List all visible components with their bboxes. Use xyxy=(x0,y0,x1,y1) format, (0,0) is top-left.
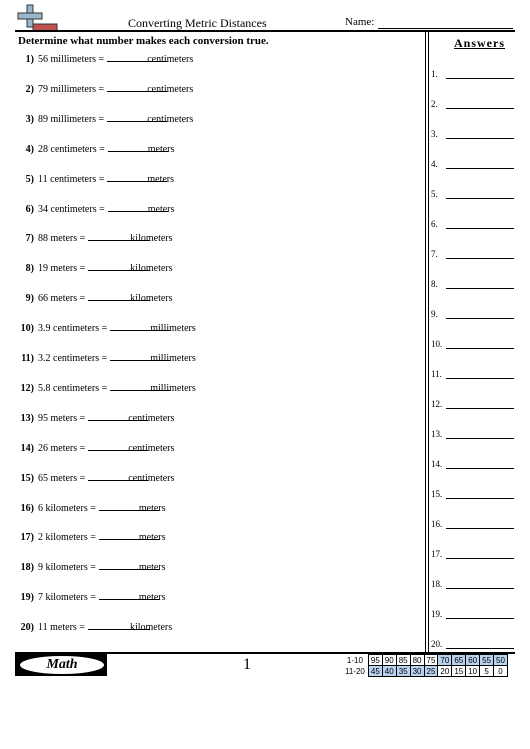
question-text: 89 millimeters = xyxy=(38,113,105,125)
score-cell: 50 xyxy=(494,655,508,666)
question-number: 5) xyxy=(25,173,34,185)
question-number: 9) xyxy=(25,293,34,305)
answer-line[interactable] xyxy=(446,198,514,199)
target-unit: millimeters xyxy=(150,382,196,394)
score-range: 11-20 xyxy=(345,666,365,676)
question-number: 4) xyxy=(25,143,34,155)
answer-slot xyxy=(431,219,521,231)
question-number: 2) xyxy=(25,83,34,95)
question-text: 26 meters = xyxy=(38,442,86,454)
answer-slot xyxy=(431,549,521,561)
answer-number: 9. xyxy=(431,309,438,319)
question-text: 34 centimeters = xyxy=(38,203,105,215)
question-item xyxy=(18,320,196,334)
answer-slot xyxy=(431,99,521,111)
column-divider xyxy=(425,32,426,652)
answer-number: 15. xyxy=(431,489,443,499)
question-number: 3) xyxy=(25,113,34,125)
score-cell: 30 xyxy=(410,666,424,677)
question-number: 16) xyxy=(20,502,34,514)
question-text: 2 kilometers = xyxy=(38,532,96,544)
question-number: 8) xyxy=(25,263,34,275)
question-number: 20) xyxy=(20,622,34,634)
question-item xyxy=(18,51,193,65)
question-number: 19) xyxy=(20,592,34,604)
question-item xyxy=(18,470,174,484)
answer-line[interactable] xyxy=(446,528,514,529)
answer-line[interactable] xyxy=(446,408,514,409)
target-unit: kilometers xyxy=(130,233,173,245)
question-item xyxy=(18,440,174,454)
target-unit: millimeters xyxy=(150,323,196,335)
score-cell: 70 xyxy=(438,655,452,666)
answer-number: 10. xyxy=(431,339,443,349)
question-text: 65 meters = xyxy=(38,472,86,484)
score-cell: 0 xyxy=(494,666,508,677)
answer-slot xyxy=(431,189,521,201)
question-text: 3.2 centimeters = xyxy=(38,353,108,364)
answer-line[interactable] xyxy=(446,498,514,499)
score-cell: 85 xyxy=(396,655,410,666)
target-unit: centimeters xyxy=(147,113,194,125)
answer-line[interactable] xyxy=(446,378,514,379)
question-text: 95 meters = xyxy=(38,412,86,424)
target-unit: centimeters xyxy=(147,83,194,95)
answers-heading: Answers xyxy=(454,36,505,50)
score-cell: 10 xyxy=(466,666,480,677)
question-number: 17) xyxy=(20,532,34,544)
answer-number: 13. xyxy=(431,429,443,439)
answer-number: 16. xyxy=(431,519,443,529)
answer-line[interactable] xyxy=(446,468,514,469)
question-item xyxy=(18,260,173,274)
score-table xyxy=(343,654,508,677)
score-cell: 55 xyxy=(480,655,494,666)
answer-slot xyxy=(431,519,521,531)
answer-slot xyxy=(431,69,521,81)
question-number: 18) xyxy=(20,562,34,574)
score-cell: 5 xyxy=(480,666,494,677)
answer-number: 4. xyxy=(431,159,438,169)
question-item xyxy=(18,230,173,244)
target-unit: meters xyxy=(138,502,166,514)
question-number: 13) xyxy=(20,412,34,424)
answer-slot xyxy=(431,129,521,141)
target-unit: millimeters xyxy=(150,353,196,364)
answer-line[interactable] xyxy=(446,228,514,229)
question-number: 15) xyxy=(20,472,34,484)
target-unit: centimeters xyxy=(128,412,175,424)
answer-line[interactable] xyxy=(446,318,514,319)
question-number: 10) xyxy=(20,323,34,335)
answer-number: 20. xyxy=(431,639,443,649)
answer-line[interactable] xyxy=(446,288,514,289)
answer-line[interactable] xyxy=(446,648,514,649)
question-text: 19 meters = xyxy=(38,263,86,275)
answer-number: 8. xyxy=(431,279,438,289)
answer-line[interactable] xyxy=(446,78,514,79)
answer-number: 11. xyxy=(431,369,442,379)
worksheet-title: Converting Metric Distances xyxy=(128,16,267,30)
score-cell: 90 xyxy=(382,655,396,666)
target-unit: kilometers xyxy=(129,622,173,634)
answer-slot xyxy=(431,249,521,261)
answer-slot xyxy=(431,369,521,381)
plus-minus-logo-icon xyxy=(15,4,59,32)
target-unit: kilometers xyxy=(130,293,173,305)
math-label: Math xyxy=(20,656,104,674)
answer-slot xyxy=(431,429,521,441)
target-unit: meters xyxy=(147,173,175,185)
name-field[interactable] xyxy=(378,28,513,29)
target-unit: meters xyxy=(147,203,175,215)
question-number: 7) xyxy=(25,233,34,245)
answer-slot xyxy=(431,639,521,651)
answer-line[interactable] xyxy=(446,108,514,109)
answer-slot xyxy=(431,609,521,621)
score-cell: 35 xyxy=(396,666,410,677)
answer-number: 6. xyxy=(431,219,438,229)
question-item xyxy=(18,350,196,364)
answer-line[interactable] xyxy=(446,348,514,349)
target-unit: meters xyxy=(138,532,166,544)
header-rule xyxy=(15,30,515,32)
answer-number: 18. xyxy=(431,579,443,589)
question-text: 5.8 centimeters = xyxy=(38,382,108,394)
answer-line[interactable] xyxy=(446,438,514,439)
score-cell: 45 xyxy=(368,666,382,677)
target-unit: meters xyxy=(138,562,166,574)
score-cell: 15 xyxy=(452,666,466,677)
score-cell: 80 xyxy=(410,655,424,666)
column-divider xyxy=(428,32,429,652)
question-item xyxy=(18,410,174,424)
question-item xyxy=(18,619,172,633)
answer-line[interactable] xyxy=(446,258,514,259)
target-unit: meters xyxy=(147,143,175,155)
score-cell: 25 xyxy=(424,666,438,677)
question-text: 3.9 centimeters = xyxy=(38,323,108,335)
answer-number: 3. xyxy=(431,129,438,139)
answer-line[interactable] xyxy=(446,168,514,169)
question-item xyxy=(18,171,174,185)
answer-slot xyxy=(431,489,521,501)
answer-slot xyxy=(431,339,521,351)
question-item xyxy=(18,141,174,155)
answer-number: 12. xyxy=(431,399,443,409)
answer-number: 2. xyxy=(431,99,438,109)
question-number: 12) xyxy=(20,382,34,394)
score-range: 1-10 xyxy=(346,655,363,665)
question-number: 6) xyxy=(25,203,34,215)
target-unit: centimeters xyxy=(147,54,194,65)
target-unit: kilometers xyxy=(130,263,173,275)
score-row xyxy=(343,655,507,666)
answer-slot xyxy=(431,309,521,321)
instructions: Determine what number makes each conversion true. xyxy=(18,35,269,47)
answer-number: 1. xyxy=(431,69,438,79)
question-number: 1) xyxy=(25,54,34,65)
question-item xyxy=(18,201,174,215)
target-unit: meters xyxy=(138,592,166,604)
question-text: 9 kilometers = xyxy=(38,562,96,574)
answer-number: 14. xyxy=(431,459,443,469)
question-text: 11 centimeters = xyxy=(38,173,105,185)
answer-slot xyxy=(431,579,521,591)
question-number: 11) xyxy=(21,353,34,364)
score-cell: 20 xyxy=(438,666,452,677)
question-text: 6 kilometers = xyxy=(38,502,96,514)
score-row xyxy=(343,666,507,677)
question-item xyxy=(18,529,166,543)
question-item xyxy=(18,290,173,304)
answer-slot xyxy=(431,279,521,291)
answer-slot xyxy=(431,459,521,471)
question-text: 79 millimeters = xyxy=(38,83,105,95)
answer-line[interactable] xyxy=(446,588,514,589)
score-cell: 75 xyxy=(424,655,438,666)
question-item xyxy=(18,380,196,394)
score-cell: 65 xyxy=(452,655,466,666)
question-text: 7 kilometers = xyxy=(38,592,96,604)
question-text: 66 meters = xyxy=(38,293,86,305)
question-item xyxy=(18,111,193,125)
name-label: Name: xyxy=(345,16,375,28)
score-cell: 40 xyxy=(382,666,396,677)
question-item xyxy=(18,589,166,603)
answer-number: 17. xyxy=(431,549,443,559)
answer-line[interactable] xyxy=(446,138,514,139)
question-text: 28 centimeters = xyxy=(38,143,105,155)
answer-slot xyxy=(431,399,521,411)
question-item xyxy=(18,500,166,514)
answer-number: 5. xyxy=(431,189,438,199)
answer-number: 7. xyxy=(431,249,438,259)
question-text: 11 meters = xyxy=(38,622,85,634)
answer-number: 19. xyxy=(431,609,443,619)
question-item xyxy=(18,559,166,573)
question-item xyxy=(18,81,193,95)
score-cell: 60 xyxy=(466,655,480,666)
page-number: 1 xyxy=(243,656,251,673)
target-unit: centimeters xyxy=(128,442,175,454)
answer-line[interactable] xyxy=(446,618,514,619)
answer-line[interactable] xyxy=(446,558,514,559)
question-text: 56 millimeters = xyxy=(38,54,105,65)
question-number: 14) xyxy=(20,442,34,454)
answer-slot xyxy=(431,159,521,171)
target-unit: centimeters xyxy=(128,472,175,484)
score-cell: 95 xyxy=(368,655,382,666)
question-text: 88 meters = xyxy=(38,233,86,245)
